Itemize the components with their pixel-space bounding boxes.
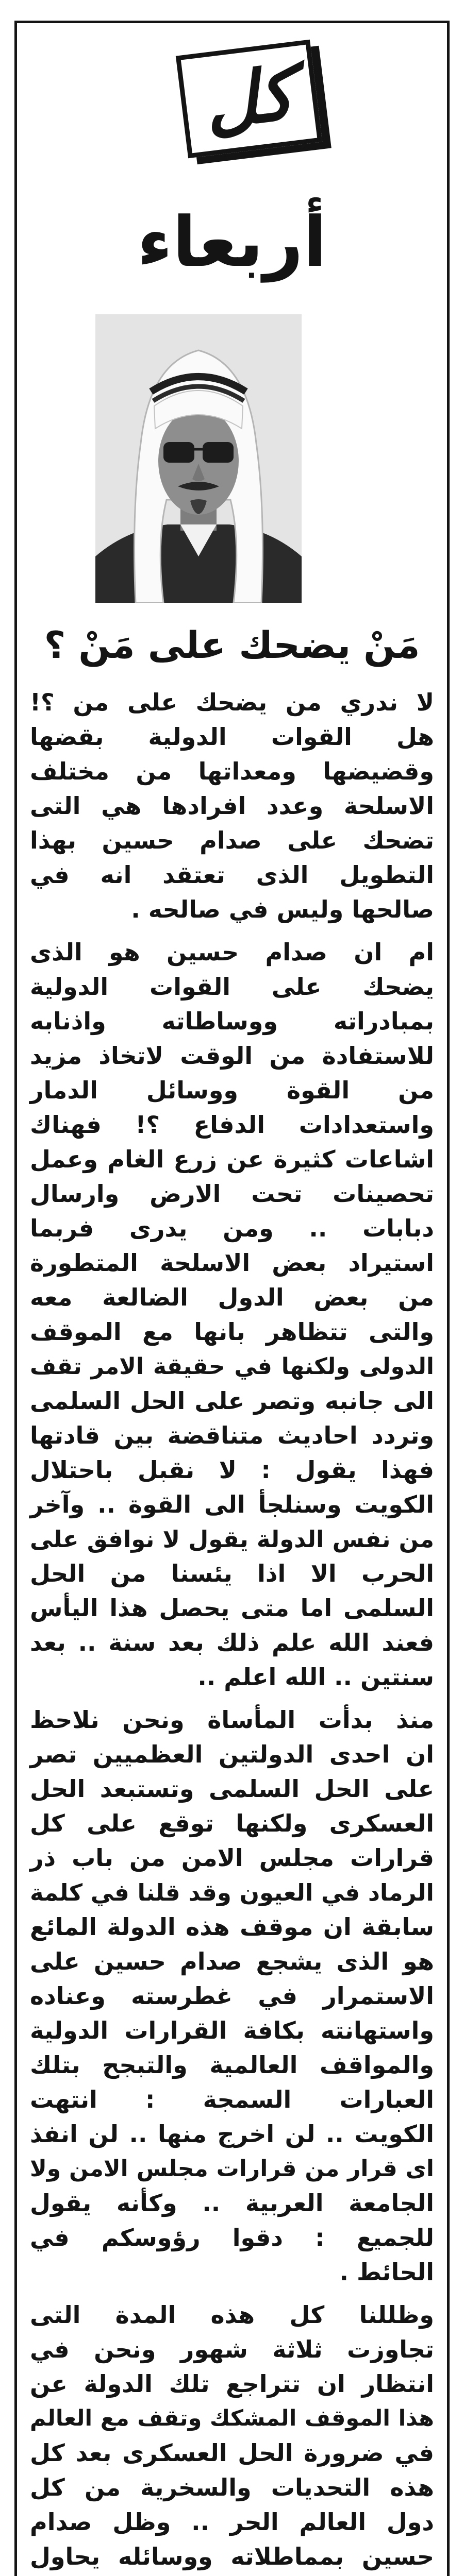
text-line: وظللنا كل هذه المدة التى — [30, 2301, 434, 2329]
text-line: واستعدادات الدفاع ؟! فهناك — [30, 1111, 434, 1139]
text-line: للاستفادة من الوقت لاتخاذ مزيد — [30, 1042, 434, 1070]
text-line: والتى تتظاهر بانها مع الموقف — [30, 1318, 434, 1346]
text-line: هو الذى يشجع صدام حسين على — [30, 1947, 434, 1975]
text-line: بمبادراته ووساطاته واذنابه — [30, 1007, 434, 1035]
text-line: الحرب الا اذا يئسنا من الحل — [30, 1560, 434, 1587]
text-line: سابقة ان موقف هذه الدولة المائع — [30, 1913, 434, 1941]
article-headline: مَنْ يضحك على مَنْ ؟ — [44, 623, 420, 667]
text-line: ام ان صدام حسين هو الذى — [30, 938, 434, 966]
text-line: حسين بمماطلاته ووسائله يحاول — [30, 2543, 434, 2570]
text-line: الاستمرار في غطرسته وعناده — [30, 1982, 434, 2010]
paragraph — [30, 935, 434, 1694]
text-line: منذ بدأت المأساة ونحن نلاحظ — [30, 1706, 434, 1734]
text-line: هذه التحديات والسخرية من كل — [30, 2473, 434, 2501]
text-line: الجامعة العربية .. وكأنه يقول — [30, 2189, 434, 2217]
paragraph — [30, 2298, 434, 2576]
column-title: أربعاء — [137, 202, 327, 282]
text-line: السلمى اما متى يحصل هذا اليأس — [30, 1594, 434, 1622]
text-line: من بعض الدول الضالعة معه — [30, 1283, 434, 1311]
text-line: العسكرى ولكنها توقع على كل — [30, 1809, 434, 1837]
glasses-left-lens — [163, 442, 194, 463]
text-line: انتظار ان تتراجع تلك الدولة عن — [30, 2370, 434, 2398]
author-photo — [95, 314, 302, 603]
text-line: سنتين .. الله اعلم .. — [197, 1663, 434, 1691]
text-line: الاسلحة وعدد افرادها هي التى — [30, 792, 434, 820]
text-line: اى قرار من قرارات مجلس الامن ولا — [30, 2156, 434, 2182]
text-line: الرماد في العيون وقد قلنا في كلمة — [30, 1879, 434, 1906]
text-line: على الحل السلمى وتستبعد الحل — [30, 1775, 434, 1803]
text-line: من نفس الدولة يقول لا نوافق على — [30, 1526, 434, 1553]
text-line: وقضيضها ومعداتها من مختلف — [30, 757, 434, 785]
text-line: للجميع : دقوا رؤوسكم في — [30, 2224, 434, 2251]
text-line: تجاوزت ثلاثة شهور ونحن في — [30, 2335, 434, 2363]
article-body — [30, 685, 434, 2576]
column-logo — [176, 40, 322, 158]
text-line: دبابات .. ومن يدرى فربما — [30, 1214, 434, 1242]
text-line: التطويل الذى تعتقد انه في — [30, 861, 434, 889]
text-line: وتردد احاديث متناقضة بين قادتها — [30, 1421, 434, 1449]
text-line: اشاعات كثيرة عن زرع الغام وعمل — [30, 1145, 434, 1173]
text-line: فهذا يقول : لا نقبل باحتلال — [30, 1456, 434, 1484]
text-line: والمواقف العالمية والتبجح بتلك — [30, 2051, 434, 2079]
text-line: من القوة ووسائل الدمار — [30, 1076, 434, 1104]
text-line: الكويت وسنلجأ الى القوة .. وآخر — [30, 1490, 434, 1518]
text-line: قرارات مجلس الامن من باب ذر — [30, 1844, 434, 1872]
column-logo-text: كل — [200, 52, 299, 146]
text-line: استيراد بعض الاسلحة المتطورة — [30, 1249, 434, 1277]
text-line: هذا الموقف المشكك وتقف مع العالم — [30, 2405, 434, 2431]
glasses-right-lens — [203, 442, 234, 463]
text-line: هل القوات الدولية بقضها — [30, 723, 434, 751]
paragraph — [30, 1703, 434, 2290]
text-line: العبارات السمجة : انتهت — [30, 2086, 434, 2113]
text-line: ان احدى الدولتين العظميين تصر — [30, 1740, 434, 1768]
text-line: تحصينات تحت الارض وارسال — [30, 1180, 434, 1208]
text-line: دول العالم الحر .. وظل صدام — [30, 2508, 434, 2536]
paragraph — [30, 685, 434, 927]
text-line: في ضرورة الحل العسكرى بعد كل — [30, 2439, 434, 2467]
text-line: الحائط . — [339, 2258, 434, 2286]
text-line: الكويت .. لن اخرج منها .. لن انفذ — [30, 2120, 434, 2148]
text-line: تضحك على صدام حسين بهذا — [30, 826, 434, 854]
text-line: صالحها وليس في صالحه . — [131, 895, 434, 923]
text-line: يضحك على القوات الدولية — [30, 973, 434, 1001]
text-line — [30, 2574, 434, 2576]
text-line: لا ندري من يضحك على من ؟! — [30, 688, 434, 716]
text-line: فعند الله علم ذلك بعد سنة .. بعد — [30, 1629, 434, 1656]
text-line: واستهانته بكافة القرارات الدولية — [30, 2016, 434, 2044]
text-line: الى جانبه وتصر على الحل السلمى — [30, 1387, 434, 1415]
text-line: الدولى ولكنها في حقيقة الامر تقف — [30, 1353, 434, 1380]
